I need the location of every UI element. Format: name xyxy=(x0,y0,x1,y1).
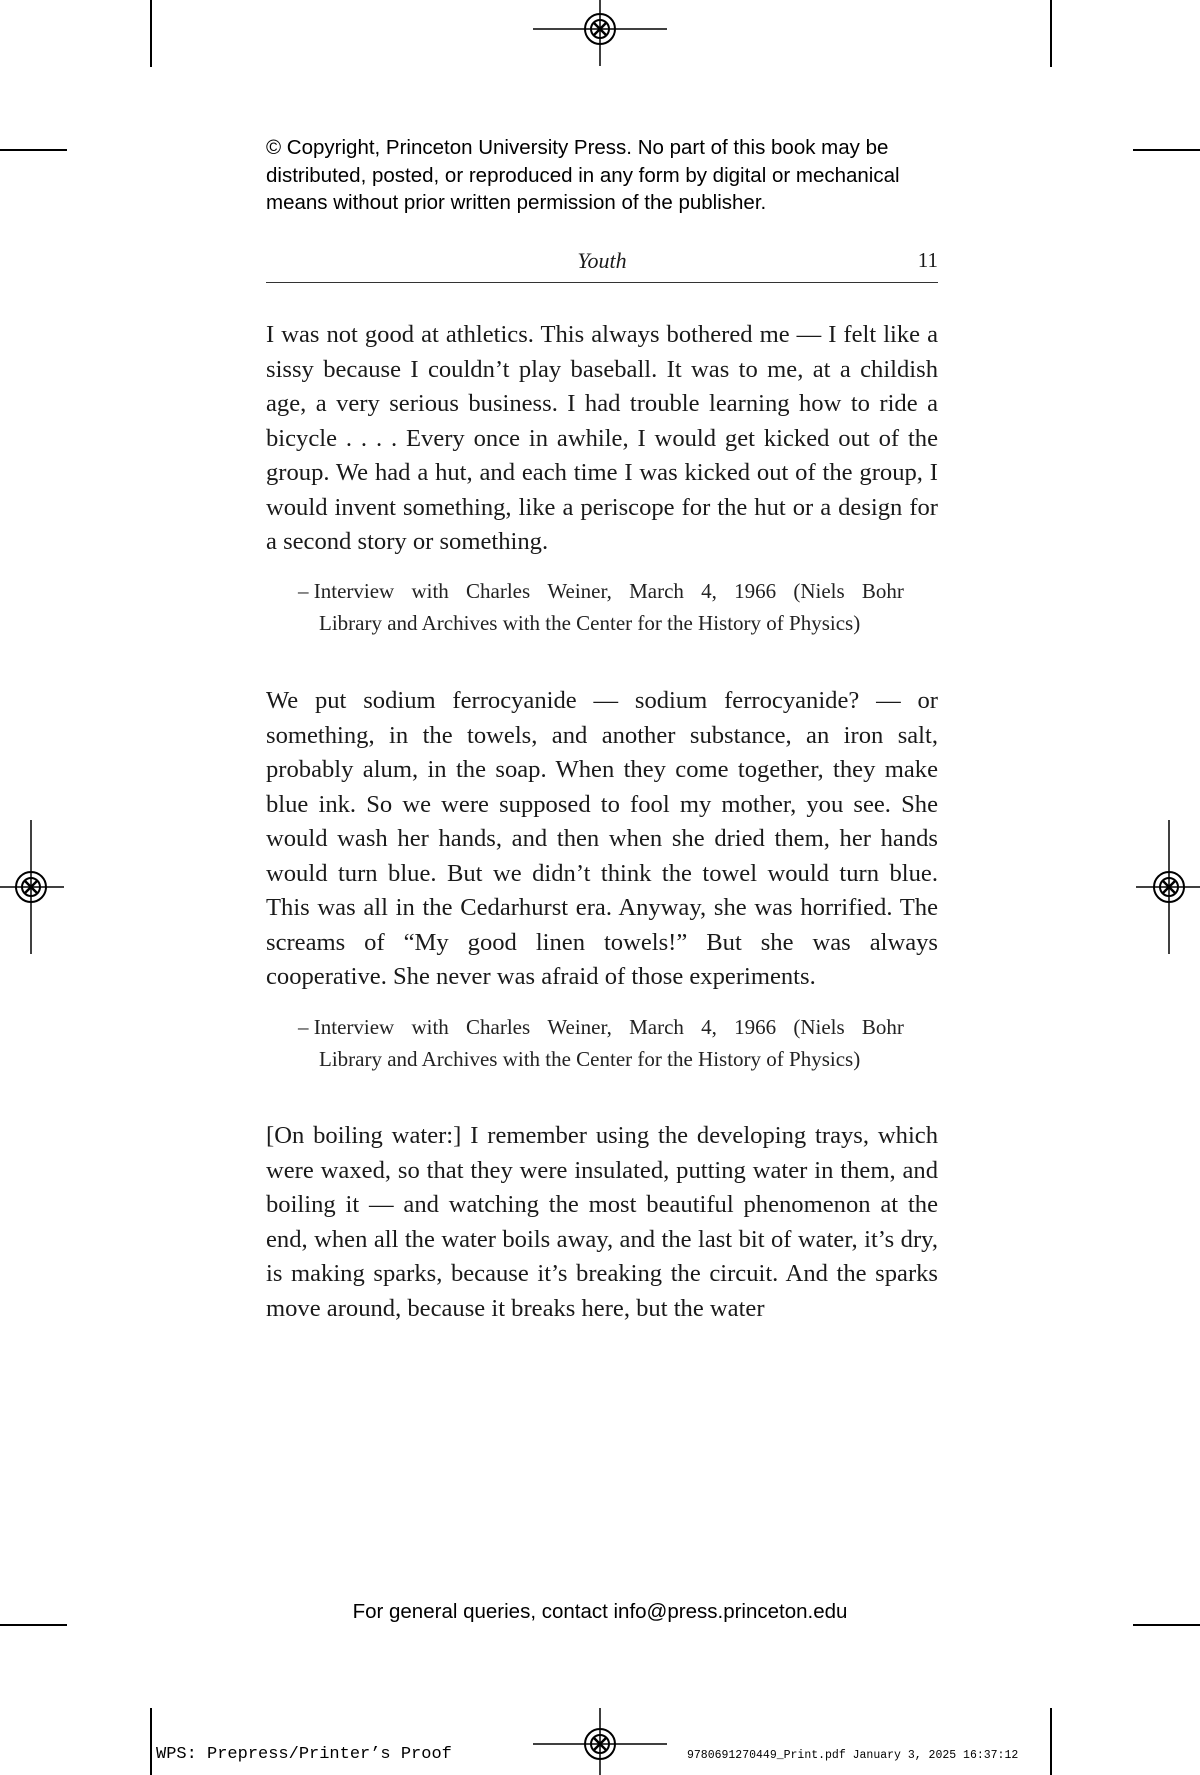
attribution-word: March xyxy=(629,579,684,603)
crop-mark-left-lower xyxy=(0,1624,67,1626)
attribution-word: 1966 xyxy=(734,1015,777,1039)
registration-mark-left-icon xyxy=(0,820,64,954)
quote-passage xyxy=(266,684,938,995)
attribution-line: Library and Archives with the Center for the History of Physics) xyxy=(319,611,861,635)
attribution-word: March xyxy=(629,1015,684,1039)
attribution-word: Weiner, xyxy=(547,579,612,603)
crop-mark-right-lower xyxy=(1133,1624,1200,1626)
running-head xyxy=(266,244,938,283)
quote-text: We put sodium ferrocyanide — sodium ferrocyanide? — or something, in the towels, and another substance, an iron salt, probably alum, in the soap. When they come together, they make blue ink. So we were supposed to fool my mother, you see. She would wash her hands, and then when she dried them, her hands would turn blue. But we didn’t think the towel would turn blue. This was all in the Cedarhurst era. Anyway, she was horrified. The screams of “My good linen towels!” But she was always cooperative. She never was afraid of those experiments. xyxy=(266,687,938,990)
quote-passage xyxy=(266,318,938,560)
attribution-word: Weiner, xyxy=(547,1015,612,1039)
proof-label: WPS: Prepress/Printer’s Proof xyxy=(156,1745,452,1764)
registration-mark-top-icon xyxy=(533,0,667,70)
crop-mark-top-right xyxy=(1050,0,1052,67)
copyright-line: distributed, posted, or reproduced in any form by digital or mechanical xyxy=(266,163,900,187)
attribution-word: Bohr xyxy=(861,579,904,603)
crop-mark-top-left xyxy=(150,0,152,67)
attribution-word: 1966 xyxy=(734,579,777,603)
attribution-word: (Niels xyxy=(793,579,845,603)
copyright-line: means without prior written permission of the publisher. xyxy=(266,191,767,214)
file-stamp: 9780691270449_Print.pdf January 3, 2025 16:37:12 xyxy=(687,1749,1019,1762)
attribution-line xyxy=(298,1011,904,1043)
attribution-word: Charles xyxy=(466,579,531,603)
attribution-word: (Niels xyxy=(793,1015,845,1039)
registration-mark-bottom-icon xyxy=(533,1708,667,1775)
copyright-line: © Copyright, Princeton University Press. No part of this book may be xyxy=(266,136,889,159)
attribution-word: with xyxy=(411,579,449,603)
attribution-word: with xyxy=(411,1015,449,1039)
quote-text: I was not good at athletics. This always bothered me — I felt like a sissy because I couldn’t play baseball. It was to me, at a childish age, a very serious business. I had trouble learning how to ride a bicycle . . . . Every once in awhile, I would get kicked out of the group. We had a hut, and each time I was kicked out of the group, I would invent something, like a periscope for the hut or a design for a second story or something. xyxy=(266,321,938,555)
copyright-notice xyxy=(266,134,986,217)
attribution-word: 4, xyxy=(701,1015,717,1039)
attribution-line: Library and Archives with the Center for the History of Physics) xyxy=(319,1047,861,1071)
quote-passage xyxy=(266,1119,938,1326)
page-number: 11 xyxy=(917,248,938,272)
footer-contact: For general queries, contact info@press.princeton.edu xyxy=(352,1600,848,1623)
quote-attribution xyxy=(298,575,904,639)
crop-mark-left-upper xyxy=(0,149,67,151)
crop-mark-bottom-right xyxy=(1050,1708,1052,1775)
attribution-word: – Interview xyxy=(298,1015,395,1039)
quote-attribution xyxy=(298,1011,904,1075)
crop-mark-right-upper xyxy=(1133,149,1200,151)
quote-text: [On boiling water:] I remember using the developing trays, which were waxed, so that they were insulated, putting water in them, and boiling it — and watching the most beautiful phenomenon at the end, when all the water boils away, and the last bit of water, it’s dry, is making sparks, because it’s breaking the circuit. And the sparks move around, because it breaks here, but the water xyxy=(266,1122,938,1322)
attribution-line xyxy=(298,575,904,607)
chapter-title: Youth xyxy=(577,248,627,273)
crop-mark-bottom-left xyxy=(150,1708,152,1775)
attribution-word: 4, xyxy=(701,579,717,603)
attribution-word: Charles xyxy=(466,1015,531,1039)
attribution-word: – Interview xyxy=(298,579,395,603)
attribution-word: Bohr xyxy=(861,1015,904,1039)
registration-mark-right-icon xyxy=(1136,820,1200,954)
